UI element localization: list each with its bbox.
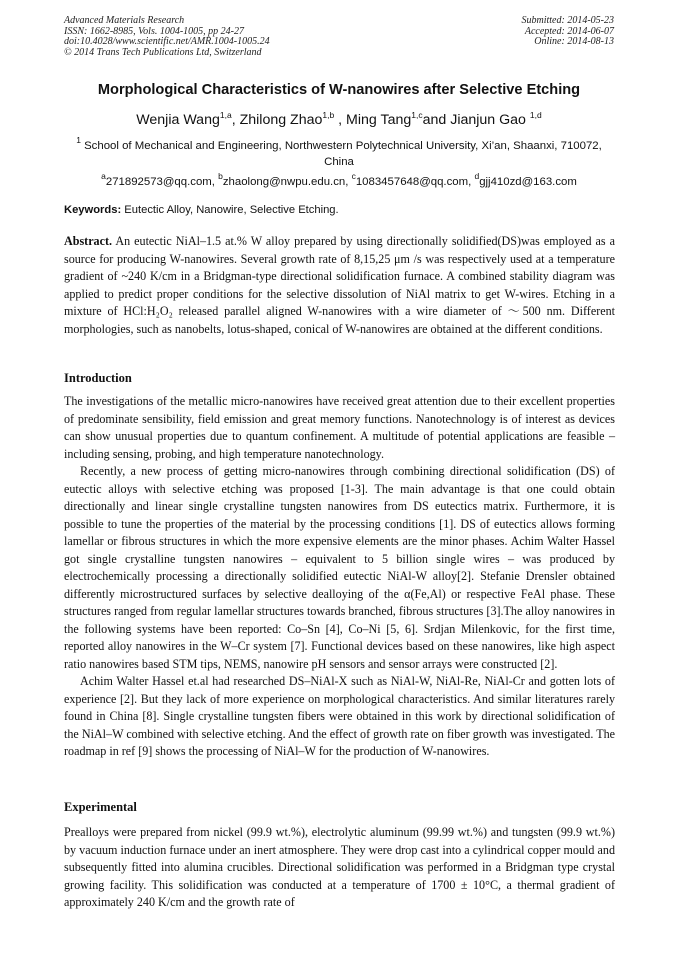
author-name: Ming Tang (346, 112, 412, 128)
author-affiliation-mark: 1,c (411, 110, 423, 120)
journal-copyright: © 2014 Trans Tech Publications Ltd, Switzerland (64, 46, 262, 58)
author-separator: , (231, 112, 240, 128)
email-address[interactable]: 271892573@qq.com, (105, 176, 219, 188)
journal-name: Advanced Materials Research (64, 15, 185, 26)
submitted-date: Submitted: 2014-05-23 (521, 15, 614, 26)
journal-header-right (522, 16, 615, 48)
email-address[interactable]: 1083457648@qq.com, (355, 176, 475, 188)
email-list (40, 171, 638, 188)
journal-issn: ISSN: 1662-8985, Vols. 1004-1005, pp 24-27 (64, 25, 244, 37)
affiliation-text: School of Mechanical and Engineering, Northwestern Polytechnical University, Xi’an, Shaanxi, 710072, China (80, 140, 602, 168)
author-separator: , (334, 112, 347, 128)
author-affiliation-mark: 1,a (219, 110, 232, 120)
email-mark: b (218, 171, 223, 181)
author-name: Wenjia Wang (136, 112, 220, 128)
affiliation-mark: 1 (76, 135, 81, 145)
email-mark: c (351, 171, 356, 181)
paper-title: Morphological Characteristics of W-nanowires after Selective Etching (97, 82, 581, 98)
affiliation (70, 135, 608, 170)
email-address[interactable]: zhaolong@nwpu.edu.cn, (222, 176, 352, 188)
paragraph: Prealloys were prepared from nickel (99.9 wt.%), electrolytic aluminum (99.99 wt.%) and tungsten (99.9 wt.%) by vacuum induction furnace under an inert atmosphere. They were drop cast into a cylindrical copper mould and subsequently fitted into alumina crucibles. Directional solidification was performed in a Bridgman type crystal growing facility. This solidification was conducted at a temperature of 1700 ± 10°C, a thermal gradient of approximately 240 K/cm and the growth rate of (64, 825, 615, 909)
abstract-label: Abstract. (64, 234, 113, 248)
paragraph: The investigations of the metallic micro-nanowires have received great attention due to their excellent properties of predominate sensibility, field emission and great memory functions. Nanotechnology is of interest as devices can show unusual properties due to quantum confinement. A multitude of potential applications are feasible – including sensing, probing, and high temperature nanotechnology. (64, 394, 615, 461)
author-affiliation-mark: 1,b (322, 110, 335, 120)
author-separator: and (422, 112, 451, 128)
keywords-label: Keywords: (64, 204, 122, 216)
section-heading-introduction: Introduction (64, 371, 132, 385)
author-name: Jianjun Gao (450, 112, 530, 128)
introduction-body (64, 393, 615, 761)
keywords (64, 204, 624, 216)
email-mark: d (474, 171, 480, 181)
experimental-body (64, 824, 615, 912)
abstract (64, 233, 615, 338)
author-list (40, 112, 638, 128)
accepted-date: Accepted: 2014-06-07 (524, 25, 614, 37)
author-affiliation-mark: 1,d (529, 110, 542, 120)
email-address[interactable]: gjj410zd@163.com (479, 176, 577, 188)
paragraph: Recently, a new process of getting micro-nanowires through combining directional solidification (DS) of eutectic alloys with selective etching was proposed [1-3]. The main advantage is that one could obtain directionally and linear single crystalline tungsten nanowires from DS eutectics matrix. Furthermore, it is possible to tune the properties of the material by the processing conditions [1]. DS of eutectics allows forming lamellar or fibrous structures in which the more expensive elements are the minor phases. Achim Walter Hassel got single crystalline tungsten nanowires – equivalent to 5 billion single wires – was produced by electrochemically processing a directionally solidified eutectic NiAl-W alloy[2]. Stefanie Drensler obtained differently microstructured surfaces by selective dealloying of the α(Fe,Al) or respective FeAl phase. These structures ranged from regular lamellar structures towards branched, fibrous structures [3].The alloy nanowires in the following systems have been reported: Co–Sn [4], Co–Ni [5, 6]. Srdjan Milenkovic, for the first time, reported alloy nanowires in the W–Cr system [7]. Functional devices based on these nanowires, like high aspect ratio nanowires based STM tips, NEMS, nanowire pH sensors and sensor arrays were constructed [2]. (64, 464, 615, 671)
journal-doi[interactable]: doi:10.4028/www.scientific.net/AMR.1004-1005.24 (64, 36, 270, 47)
online-date: Online: 2014-08-13 (534, 36, 614, 47)
author-name: Zhilong Zhao (239, 112, 323, 128)
journal-header-left (64, 16, 270, 58)
email-mark: a (101, 171, 106, 181)
section-heading-experimental: Experimental (64, 800, 137, 814)
keywords-text: Eutectic Alloy, Nanowire, Selective Etching. (121, 204, 339, 216)
abstract-text: An eutectic NiAl–1.5 at.% W alloy prepared by using directionally solidified(DS)was employed as a source for producing W-nanowires. Several growth rate of 8,15,25 μm /s was respectively used at a temperature gradient of ~240 K/cm in a Bridgman-type directional solidification furnace. A combined stability diagram was applied to predict proper conditions for the selective dissolution of NiAl matrix to get W-wires. Etching in a mixture of HCl:H₂O₂ released parallel aligned W-nanowires with a wire diameter of ～500 nm. Different morphologies, such as nanobelts, lotus-shaped, conical of W-nanowires are obtained at the different conditions. (64, 234, 615, 336)
paragraph: Achim Walter Hassel et.al had researched DS–NiAl-X such as NiAl-W, NiAl-Re, NiAl-Cr and gotten lots of experience [2]. But they lack of more experience on morphological characteristics. And similar literatures rarely found in China [8]. Single crystalline tungsten fibers were obtained in this work by directional solidification of the NiAl–W combined with selective etching. And the effect of growth rate on fiber growth was investigated. The roadmap in ref [9] shows the processing of NiAl–W for the production of W-nanowires. (64, 674, 615, 758)
